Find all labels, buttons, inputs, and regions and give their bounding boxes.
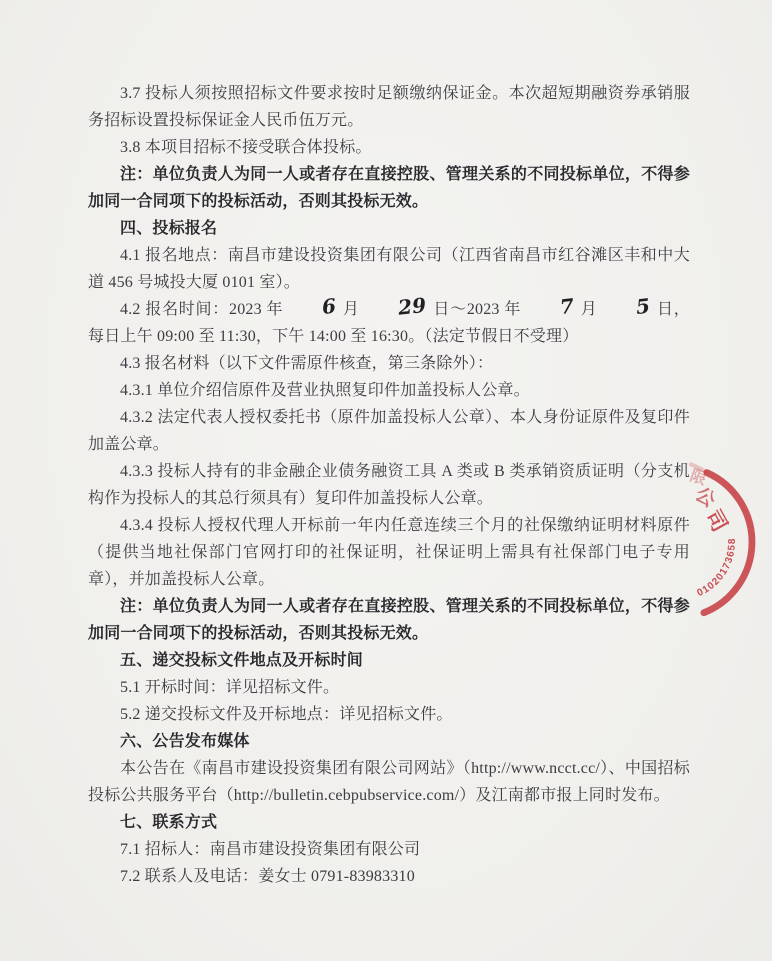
paragraph-note-2: 注：单位负责人为同一人或者存在直接控股、管理关系的不同投标单位，不得参加同一合同项下的投标活动，否则其投标无效。 <box>88 598 690 642</box>
paragraph-5.1: 5.1 开标时间：详见招标文件。 <box>120 679 340 696</box>
paragraph-4.3.4: 4.3.4 投标人授权代理人开标前一年内任意连续三个月的社保缴纳证明材料原件（提供当地社保部门官网打印的社保证明，社保证明上需具有社保部门电子专用章），并加盖投标人公章。 <box>88 517 690 588</box>
section-heading-section-7: 七、联系方式 <box>120 814 218 831</box>
handwritten-date: 6 <box>320 293 338 319</box>
paragraph-media: 本公告在《南昌市建设投资集团有限公司网站》（http://www.ncct.cc/）、中国招标投标公共服务平台（http://bulletin.cebpubservice.com/）及江南都市报上同时发布。 <box>88 760 690 804</box>
seal-ring-arc <box>704 473 752 613</box>
paragraph-4.2 <box>88 292 690 350</box>
text-segment: 日，每日上午 09:00 至 11:30，下午 14:00 至 16:30。（法定节假日不受理） <box>88 301 690 345</box>
seal-number-text: 01020173658 <box>695 537 739 600</box>
paragraph-note-1: 注：单位负责人为同一人或者存在直接控股、管理关系的不同投标单位，不得参加同一合同项下的投标活动，否则其投标无效。 <box>88 166 690 210</box>
text-segment: 月 <box>575 301 603 318</box>
handwritten-date: 7 <box>558 293 576 319</box>
text-segment: 4.2 报名时间：2023 年 <box>120 301 289 318</box>
paragraph-4.3.3: 4.3.3 投标人持有的非金融企业债务融资工具 A 类或 B 类承销资质证明（分支机构作为投标人的其总行须具有）复印件加盖投标人公章。 <box>88 463 690 507</box>
svg-text:01020173658 <box>695 537 738 599</box>
announcement-body <box>88 80 690 890</box>
paragraph-5.2: 5.2 递交投标文件及开标地点：详见招标文件。 <box>120 706 453 723</box>
seal-ring-arc-fade <box>691 465 707 473</box>
paragraph-4.1: 4.1 报名地点：南昌市建设投资集团有限公司（江西省南昌市红谷滩区丰和中大道 456 号城投大厦 0101 室）。 <box>88 247 690 291</box>
section-heading-section-4: 四、投标报名 <box>120 220 218 237</box>
handwritten-date: 5 <box>634 293 652 319</box>
seal-character: 司 <box>700 506 732 536</box>
text-segment: 日～2023 年 <box>428 301 526 318</box>
paragraph-7.1: 7.1 招标人：南昌市建设投资集团有限公司 <box>120 841 421 858</box>
text-segment: 月 <box>338 301 365 318</box>
paragraph-7.2: 7.2 联系人及电话：姜女士 0791-83983310 <box>120 868 415 885</box>
section-heading-section-6: 六、公告发布媒体 <box>120 733 250 750</box>
paragraph-4.3: 4.3 报名材料（以下文件需原件核查，第三条除外）： <box>120 355 494 372</box>
paragraph-4.3.1: 4.3.1 单位介绍信原件及营业执照复印件加盖投标人公章。 <box>120 382 530 399</box>
seal-character: 公 <box>691 483 719 513</box>
seal-character: 限 <box>687 467 709 489</box>
handwritten-date: 29 <box>397 292 428 320</box>
section-heading-section-5: 五、递交投标文件地点及开标时间 <box>120 652 364 669</box>
paragraph-3.8: 3.8 本项目招标不接受联合体投标。 <box>120 139 372 156</box>
paragraph-4.3.2: 4.3.2 法定代表人授权委托书（原件加盖投标人公章）、本人身份证原件及复印件加盖公章。 <box>88 409 690 453</box>
paragraph-3.7: 3.7 投标人须按照招标文件要求按时足额缴纳保证金。本次超短期融资券承销服务招标设置投标保证金人民币伍万元。 <box>88 85 690 129</box>
